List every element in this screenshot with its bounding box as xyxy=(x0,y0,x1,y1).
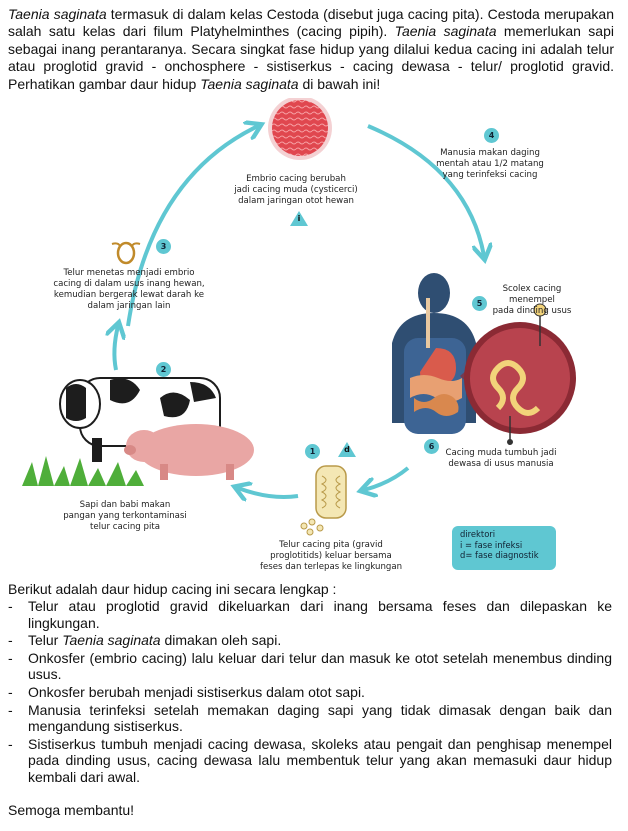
legend-box: direktori i = fase infeksi d= fase diagnostik xyxy=(452,526,556,570)
label-manusia: Manusia makan daging mentah atau 1/2 matang yang terinfeksi cacing xyxy=(436,148,544,180)
life-cycle-steps xyxy=(8,598,612,787)
list-item: - Manusia terinfeksi setelah memakan daging sapi yang tidak dimasak dengan baik dan mengandung sistiserkus. xyxy=(8,702,612,735)
species-name: Taenia saginata xyxy=(8,6,107,22)
list-item: - Sistiserkus tumbuh menjadi cacing dewasa, skoleks atau pengait dan penghisap menempel pada dinding usus, cacing dewasa lalu membentuk telur yang akan memasuki daur hidup kembali dari awal. xyxy=(8,736,612,786)
cycle-arrow xyxy=(364,468,408,490)
step-number-1: 1 xyxy=(305,444,320,459)
hatching-egg-icon xyxy=(112,243,140,263)
species-name: Taenia saginata xyxy=(200,75,299,92)
label-embrio: Embrio cacing berubah jadi cacing muda (cysticerci) dalam jaringan otot hewan xyxy=(234,174,358,206)
closing-text: Semoga membantu! xyxy=(8,802,135,818)
human-body-icon xyxy=(392,273,476,434)
list-intro: Berikut adalah daur hidup cacing ini secara lengkap : xyxy=(8,581,337,597)
list-item: - Onkosfer (embrio cacing) lalu keluar dari telur dan masuk ke otot setelah menembus dinding usus. xyxy=(8,650,612,683)
intestine-closeup-icon xyxy=(460,304,576,445)
label-cacing-muda: Cacing muda tumbuh jadi dewasa di usus manusia xyxy=(445,448,557,469)
cycle-arrow xyxy=(238,488,298,497)
cycle-arrow xyxy=(114,326,118,370)
step-number-4: 4 xyxy=(484,128,499,143)
intro-sentence-2: memerlukan sapi sebagai inang perantaranya. Secara singkat fase hidup yang dilalui kedua cacing ini adalah telur atau proglotid gravid - onchosphere - sistiserkus - cacing dewasa - telur/ proglotid gravid. Perhatikan gambar daur hidup xyxy=(8,23,614,92)
species-name: Taenia saginata xyxy=(394,23,497,40)
step-number-2: 2 xyxy=(156,362,171,377)
pig-icon xyxy=(124,424,254,480)
list-item: - Onkosfer berubah menjadi sistiserkus dalam otot sapi. xyxy=(8,684,612,701)
intro-sentence-3: di bawah ini! xyxy=(298,75,381,92)
label-telur-keluar: Telur cacing pita (gravid proglotitids) keluar bersama feses dan terlepas ke lingkungan xyxy=(259,540,403,572)
infection-marker: i xyxy=(290,211,308,226)
step-number-6: 6 xyxy=(424,439,439,454)
label-scolex: Scolex cacing menempel pada dinding usus xyxy=(492,284,572,316)
muscle-tissue-icon xyxy=(268,98,332,160)
step-number-5: 5 xyxy=(472,296,487,311)
proglottid-icon xyxy=(301,466,346,535)
label-telur-menetas: Telur menetas menjadi embrio cacing di dalam usus inang hewan, kemudian bergerak lewat darah ke dalam jaringan lain xyxy=(53,268,205,311)
diagnostic-marker: d xyxy=(338,442,356,457)
species-name: Taenia saginata xyxy=(62,632,161,649)
intro-sentence-1: termasuk di dalam kelas Cestoda (disebut juga cacing pita). Cestoda merupakan salah satu kelas dari filum Platyhelminthes (cacing pipih). xyxy=(8,6,614,40)
intro-paragraph xyxy=(8,6,614,93)
life-cycle-diagram xyxy=(0,98,628,578)
list-item: - Telur Taenia saginata dimakan oleh sapi. xyxy=(8,632,612,649)
cycle-arrow xyxy=(368,126,484,256)
label-sapi-babi: Sapi dan babi makan pangan yang terkontaminasi telur cacing pita xyxy=(63,500,187,532)
list-item: - Telur atau proglotid gravid dikeluarkan dari inang bersama feses dan dilepaskan ke lingkungan. xyxy=(8,598,612,631)
step-number-3: 3 xyxy=(156,239,171,254)
